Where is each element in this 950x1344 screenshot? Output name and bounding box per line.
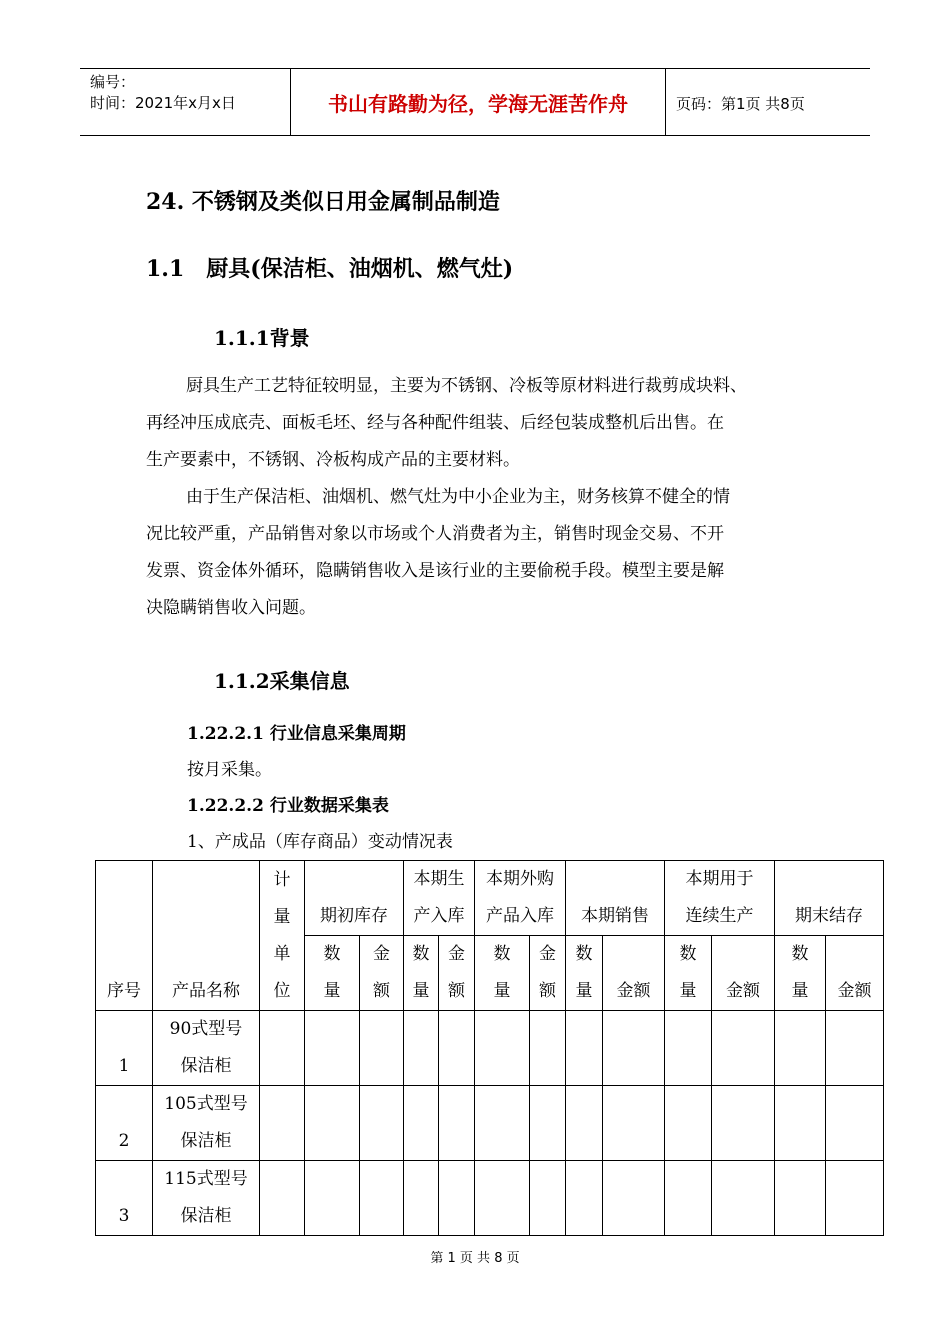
product-name-line: 115式型号 <box>164 1169 248 1189</box>
paragraph-line: 再经冲压成底壳、面板毛坯、经与各种配件组装、后经包装成整机后出售。在 <box>146 413 724 433</box>
empty-cell <box>665 1161 712 1236</box>
header-line: 产品入库 <box>486 906 554 926</box>
empty-cell <box>475 1161 530 1236</box>
paragraph-line: 决隐瞒销售收入问题。 <box>146 598 316 618</box>
subheader-qty <box>665 936 712 1011</box>
empty-cell <box>603 1086 665 1161</box>
subheader-char: 额 <box>448 981 465 1001</box>
header-unit-char: 位 <box>273 980 291 1001</box>
subsection-text: 厨具(保洁柜、油烟机、燃气灶) <box>206 256 514 282</box>
empty-cell <box>566 1161 603 1236</box>
subheader-char: 量 <box>575 981 593 1001</box>
subheader-qty <box>404 936 439 1011</box>
subheader-char: 量 <box>493 981 511 1001</box>
empty-cell <box>775 1161 826 1236</box>
subheader-amt <box>360 936 404 1011</box>
header-unit-char: 计 <box>273 869 291 890</box>
period-heading: 1.22.2.1 行业信息采集周期 <box>187 724 406 744</box>
empty-cell <box>603 1011 665 1086</box>
empty-cell <box>530 1161 566 1236</box>
empty-cell <box>566 1086 603 1161</box>
header-line: 本期用于 <box>685 869 754 889</box>
empty-cell <box>404 1011 439 1086</box>
subsection-number: 1.1 <box>146 256 185 282</box>
row-seq: 1 <box>96 1011 153 1086</box>
number-label: 编号： <box>90 73 136 91</box>
product-name-line: 90式型号 <box>169 1019 243 1039</box>
empty-cell <box>712 1161 775 1236</box>
subheader-char: 量 <box>412 981 430 1001</box>
subheader-char: 数 <box>575 944 593 964</box>
empty-cell <box>530 1011 566 1086</box>
subheader-amt: 金额 <box>603 936 665 1011</box>
paragraph-line: 发票、资金体外循环，隐瞒销售收入是该行业的主要偷税手段。模型主要是解 <box>146 561 724 581</box>
table-heading: 1.22.2.2 行业数据采集表 <box>187 796 389 816</box>
empty-cell <box>826 1161 884 1236</box>
subheader-char: 量 <box>323 981 341 1001</box>
subheader-amt <box>439 936 475 1011</box>
empty-cell <box>712 1086 775 1161</box>
paragraph-line: 由于生产保洁柜、油烟机、燃气灶为中小企业为主，财务核算不健全的情 <box>186 487 730 507</box>
collect-heading: 1.1.2采集信息 <box>214 669 350 693</box>
empty-cell <box>404 1086 439 1161</box>
background-heading: 1.1.1背景 <box>214 326 310 350</box>
row-product-name <box>153 1086 260 1161</box>
table-caption: 1、产成品（库存商品）变动情况表 <box>187 832 453 852</box>
header-left-cell <box>80 69 291 136</box>
empty-cell <box>665 1086 712 1161</box>
empty-cell <box>439 1011 475 1086</box>
background-paragraph-1 <box>146 368 816 479</box>
header-line: 本期外购 <box>486 869 554 889</box>
product-name-line: 保洁柜 <box>180 1056 232 1076</box>
empty-cell <box>360 1086 404 1161</box>
table-row <box>96 1161 884 1236</box>
header-sales: 本期销售 <box>566 861 665 936</box>
empty-cell <box>360 1011 404 1086</box>
subheader-char: 数 <box>791 944 809 964</box>
empty-cell <box>775 1011 826 1086</box>
page-header <box>80 68 870 136</box>
empty-cell <box>439 1086 475 1161</box>
header-line: 产入库 <box>413 906 465 926</box>
inventory-change-table <box>95 860 884 1236</box>
product-name-line: 保洁柜 <box>180 1131 232 1151</box>
row-product-name <box>153 1011 260 1086</box>
subheader-char: 量 <box>791 981 809 1001</box>
empty-cell <box>826 1086 884 1161</box>
time-label: 时间：2021年x月x日 <box>90 94 236 112</box>
empty-cell <box>712 1011 775 1086</box>
subheader-qty <box>475 936 530 1011</box>
empty-cell <box>404 1161 439 1236</box>
header-page-info: 页码：第1页 共8页 <box>676 95 805 113</box>
empty-cell <box>775 1086 826 1161</box>
paragraph-line: 生产要素中，不锈钢、冷板构成产品的主要材料。 <box>146 450 520 470</box>
empty-cell <box>305 1161 360 1236</box>
empty-cell <box>475 1011 530 1086</box>
product-name-line: 保洁柜 <box>180 1206 232 1226</box>
header-line: 本期生 <box>413 869 465 889</box>
subheader-char: 数 <box>323 944 341 964</box>
subheader-qty <box>305 936 360 1011</box>
row-seq: 3 <box>96 1161 153 1236</box>
period-text: 按月采集。 <box>187 760 272 780</box>
subheader-char: 金 <box>539 944 556 964</box>
subheader-char: 量 <box>679 981 697 1001</box>
table-row <box>96 1011 884 1086</box>
header-continued-production <box>665 861 775 936</box>
header-opening-stock: 期初库存 <box>305 861 404 936</box>
section-title: 24. 不锈钢及类似日用金属制品制造 <box>146 189 500 215</box>
row-product-name <box>153 1161 260 1236</box>
header-product-name: 产品名称 <box>153 861 260 1011</box>
empty-cell <box>530 1086 566 1161</box>
subheader-amt: 金额 <box>826 936 884 1011</box>
empty-cell <box>439 1161 475 1236</box>
empty-cell <box>475 1086 530 1161</box>
table-row <box>96 1086 884 1161</box>
row-seq: 2 <box>96 1086 153 1161</box>
subheader-char: 额 <box>373 981 390 1001</box>
background-paragraph-2 <box>146 479 816 627</box>
empty-cell <box>360 1161 404 1236</box>
paragraph-line: 况比较严重，产品销售对象以市场或个人消费者为主，销售时现金交易、不开 <box>146 524 724 544</box>
subheader-char: 数 <box>679 944 697 964</box>
empty-cell <box>260 1011 305 1086</box>
empty-cell <box>260 1086 305 1161</box>
subheader-amt <box>530 936 566 1011</box>
subheader-char: 金 <box>373 944 390 964</box>
empty-cell <box>305 1086 360 1161</box>
header-unit-char: 量 <box>273 906 291 927</box>
header-unit-char: 单 <box>273 943 291 964</box>
empty-cell <box>260 1161 305 1236</box>
empty-cell <box>665 1011 712 1086</box>
product-name-line: 105式型号 <box>164 1094 248 1114</box>
subheader-qty <box>566 936 603 1011</box>
subheader-char: 数 <box>493 944 511 964</box>
page-footer: 第 1 页 共 8 页 <box>430 1251 520 1266</box>
empty-cell <box>305 1011 360 1086</box>
empty-cell <box>826 1011 884 1086</box>
subheader-char: 数 <box>412 944 430 964</box>
subheader-char: 额 <box>539 981 556 1001</box>
subheader-qty <box>775 936 826 1011</box>
header-closing-stock: 期末结存 <box>775 861 884 936</box>
subheader-amt: 金额 <box>712 936 775 1011</box>
subsection-title <box>146 252 513 283</box>
subheader-char: 金 <box>448 944 465 964</box>
header-unit <box>260 861 305 1011</box>
header-line: 连续生产 <box>685 906 754 926</box>
header-purchase-in <box>475 861 566 936</box>
empty-cell <box>566 1011 603 1086</box>
header-seq: 序号 <box>96 861 153 1011</box>
paragraph-line: 厨具生产工艺特征较明显，主要为不锈钢、冷板等原材料进行裁剪成块料、 <box>186 376 747 396</box>
header-production-in <box>404 861 475 936</box>
empty-cell <box>603 1161 665 1236</box>
header-motto: 书山有路勤为径，学海无涯苦作舟 <box>291 69 666 136</box>
